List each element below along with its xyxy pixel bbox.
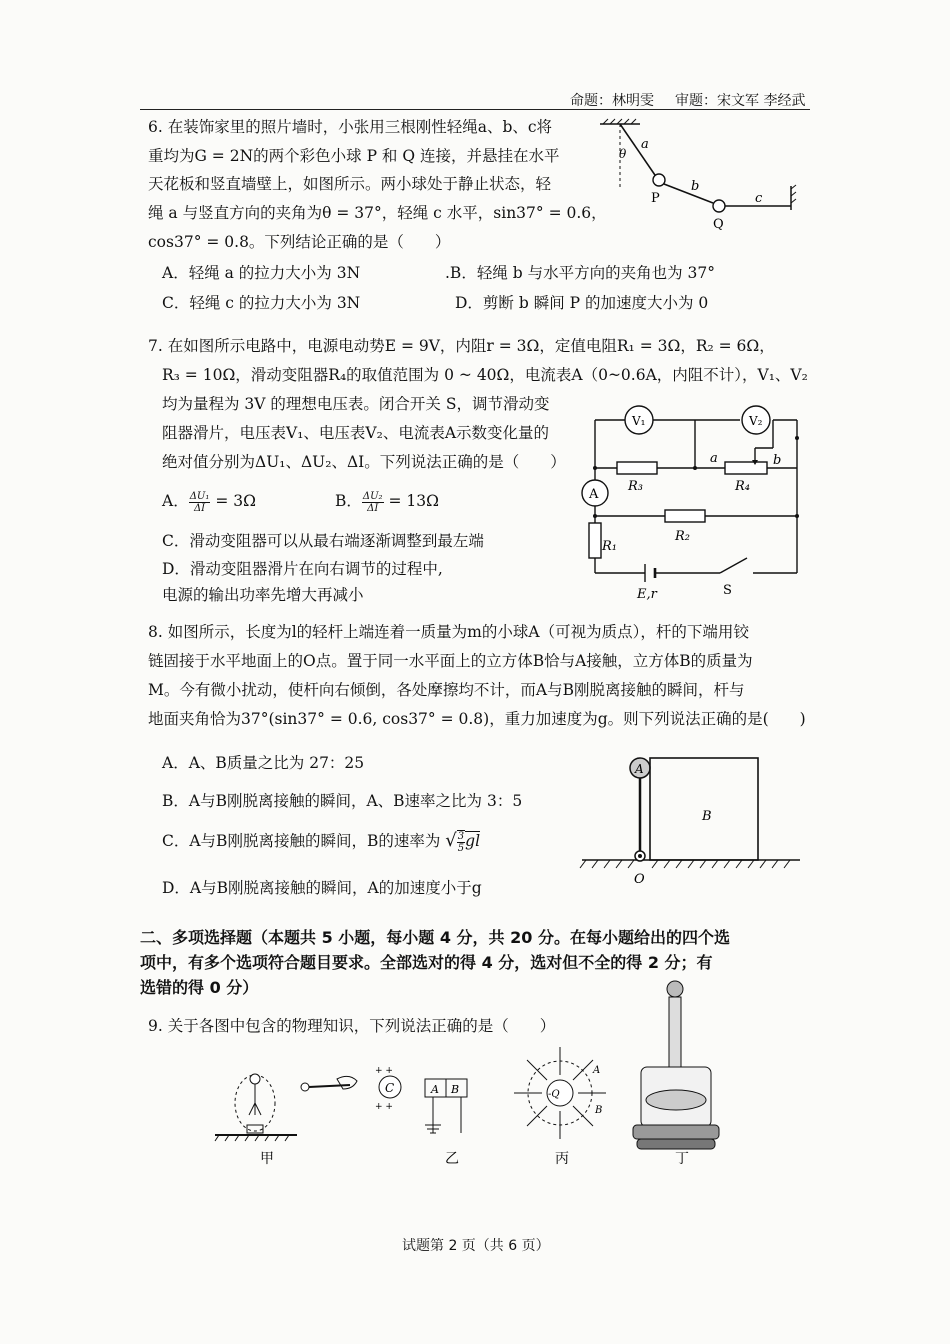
v1-label: V₁: [632, 414, 646, 428]
q6-stem-line-5: cos37° = 0.8。下列结论正确的是（ ）: [148, 233, 451, 251]
point-a-label: A: [593, 1065, 601, 1076]
q7-option-a: A． $\frac{\text{ΔU₁}}{\Delta I}$ = 3Ω: [162, 490, 256, 514]
rheostat-r4: [725, 462, 767, 474]
v2-label: V₂: [749, 414, 763, 428]
q7-stem-line-1: 7. 在如图所示电路中，电源电动势E = 9V，内阻r = 3Ω，定值电阻R₁ = 3Ω，R₂ = 6Ω，: [148, 337, 775, 355]
section2-line-1: 二、多项选择题（本题共 5 小题，每小题 4 分，共 20 分。在每小题给出的四个选: [140, 928, 730, 947]
charged-rod: [301, 1076, 357, 1091]
svg-text:-Q: -Q: [548, 1089, 560, 1100]
q8-option-b: B．A与B刚脱离接触的瞬间，A、B速率之比为 3：5: [162, 792, 523, 810]
cube-b-label: B: [702, 809, 712, 824]
q6-stem-line-3: 天花板和竖直墙壁上，如图所示。两小球处于静止状态，轻: [148, 175, 552, 193]
point-b-label: B: [595, 1105, 603, 1116]
q7-stem-line-2: R₃ = 10Ω，滑动变阻器R₄的取值范围为 0 ~ 40Ω，电流表A（0~0.6A，内阻不计），V₁、V₂: [162, 366, 808, 384]
figure-ding: [633, 981, 719, 1149]
r3-label: R₃: [628, 479, 643, 494]
label-bing: 丙: [555, 1151, 569, 1167]
source-label: E,r: [637, 587, 657, 602]
q8-option-a: A．A、B质量之比为 27：25: [162, 754, 365, 772]
label-yi: 乙: [445, 1151, 459, 1167]
q8-stem-line-3: M。今有微小扰动，使杆向右倾倒，各处摩擦均不计，而A与B刚脱离接触的瞬间，杆与: [148, 681, 745, 699]
q6-stem-line-1: 6. 在装饰家里的照片墙时，小张用三根刚性轻绳a、b、c将: [148, 118, 553, 136]
q6-figure: [595, 118, 805, 230]
q7-circuit-figure: [575, 398, 807, 608]
q6-option-c: C．轻绳 c 的拉力大小为 3N: [162, 294, 361, 312]
r4-label: R₄: [735, 479, 750, 494]
svg-text:A: A: [431, 1083, 439, 1096]
header-rule: [140, 109, 810, 110]
svg-text:C: C: [385, 1081, 395, 1095]
q7-option-d-line-2: 电源的输出功率先增大再减小: [162, 586, 364, 604]
svg-text:+ +: + +: [375, 1102, 393, 1112]
resistor-r3: [617, 462, 657, 474]
node-a-label: a: [710, 451, 718, 466]
q9-figures: [205, 975, 805, 1175]
switch-label: S: [723, 583, 732, 598]
resistor-r1: [589, 523, 601, 558]
figure-yi: [425, 1079, 467, 1133]
svg-text:B: B: [451, 1083, 460, 1096]
p-label: P: [651, 191, 660, 206]
resistor-r2: [665, 510, 705, 522]
q8-option-c: C．A与B刚脱离接触的瞬间，B的速率为 √ $\frac{3}{5}$ gl: [162, 830, 481, 854]
q6-option-d: D．剪断 b 瞬间 P 的加速度大小为 0: [455, 294, 709, 312]
q7-option-d-line-1: D．滑动变阻器滑片在向右调节的过程中,: [162, 560, 443, 578]
q7-option-c: C．滑动变阻器可以从最右端逐渐调整到最左端: [162, 532, 484, 550]
q7-stem-line-3: 均为量程为 3V 的理想电压表。闭合开关 S，调节滑动变: [162, 395, 550, 413]
section2-line-3: 选错的得 0 分）: [140, 978, 259, 997]
q6-option-a: A．轻绳 a 的拉力大小为 3N: [162, 264, 361, 282]
q7-stem-line-5: 绝对值分别为ΔU₁、ΔU₂、ΔI。下列说法正确的是（ ）: [162, 453, 566, 471]
r1-label: R₁: [602, 539, 617, 554]
r2-label: R₂: [675, 529, 690, 544]
q7-option-b: B． $\frac{\text{ΔU₂}}{\Delta I}$ = 13Ω: [335, 490, 439, 514]
rope-c-label: c: [755, 191, 763, 206]
label-jia: 甲: [260, 1151, 274, 1167]
ball-a-label: A: [635, 762, 644, 776]
rope-a-label: a: [641, 137, 649, 152]
q6-option-b: .B．轻绳 b 与水平方向的夹角也为 37°: [445, 264, 715, 282]
sphere-c: [375, 1066, 401, 1112]
q9-stem: 9. 关于各图中包含的物理知识，下列说法正确的是（ ）: [148, 1017, 556, 1035]
rope-b-label: b: [691, 179, 700, 194]
svg-text:+ +: + +: [375, 1066, 393, 1076]
figure-bing: [514, 1047, 606, 1139]
q8-stem-line-4: 地面夹角恰为37°(sin37° = 0.6, cos37° = 0.8)，重力加速度为g。则下列说法正确的是( ): [148, 710, 806, 728]
ball-p: [653, 174, 665, 186]
q8-figure: [578, 752, 808, 887]
q-label: Q: [713, 217, 724, 230]
author-credit: 命题：林明雯: [570, 93, 654, 109]
q6-stem-line-4: 绳 a 与竖直方向的夹角为θ = 37°，轻绳 c 水平，sin37° = 0.6，: [148, 204, 607, 222]
figure-jia: [215, 1074, 297, 1141]
q8-stem-line-1: 8. 如图所示，长度为l的轻杆上端连着一质量为m的小球A（可视为质点），杆的下端用铰: [148, 623, 749, 641]
reviewer-credit: 审题：宋文军 李经武: [675, 93, 806, 109]
q6-stem-line-2: 重均为G = 2N的两个彩色小球 P 和 Q 连接，并悬挂在水平: [148, 147, 560, 165]
page-footer: 试题第 2 页（共 6 页）: [402, 1238, 550, 1254]
theta-label: θ: [619, 147, 627, 161]
q8-option-d: D．A与B刚脱离接触的瞬间，A的加速度小于g: [162, 879, 482, 897]
q7-stem-line-4: 阻器滑片，电压表V₁、电压表V₂、电流表A示数变化量的: [162, 424, 550, 442]
o-label: O: [634, 872, 645, 887]
section2-line-2: 项中，有多个选项符合题目要求。全部选对的得 4 分，选对但不全的得 2 分；有: [140, 953, 713, 972]
ball-q: [713, 200, 725, 212]
label-ding: 丁: [675, 1151, 689, 1167]
ammeter-label: A: [589, 487, 599, 502]
q8-stem-line-2: 链固接于水平地面上的O点。置于同一水平面上的立方体B恰与A接触，立方体B的质量为: [148, 652, 753, 670]
node-b-label: b: [773, 453, 782, 468]
